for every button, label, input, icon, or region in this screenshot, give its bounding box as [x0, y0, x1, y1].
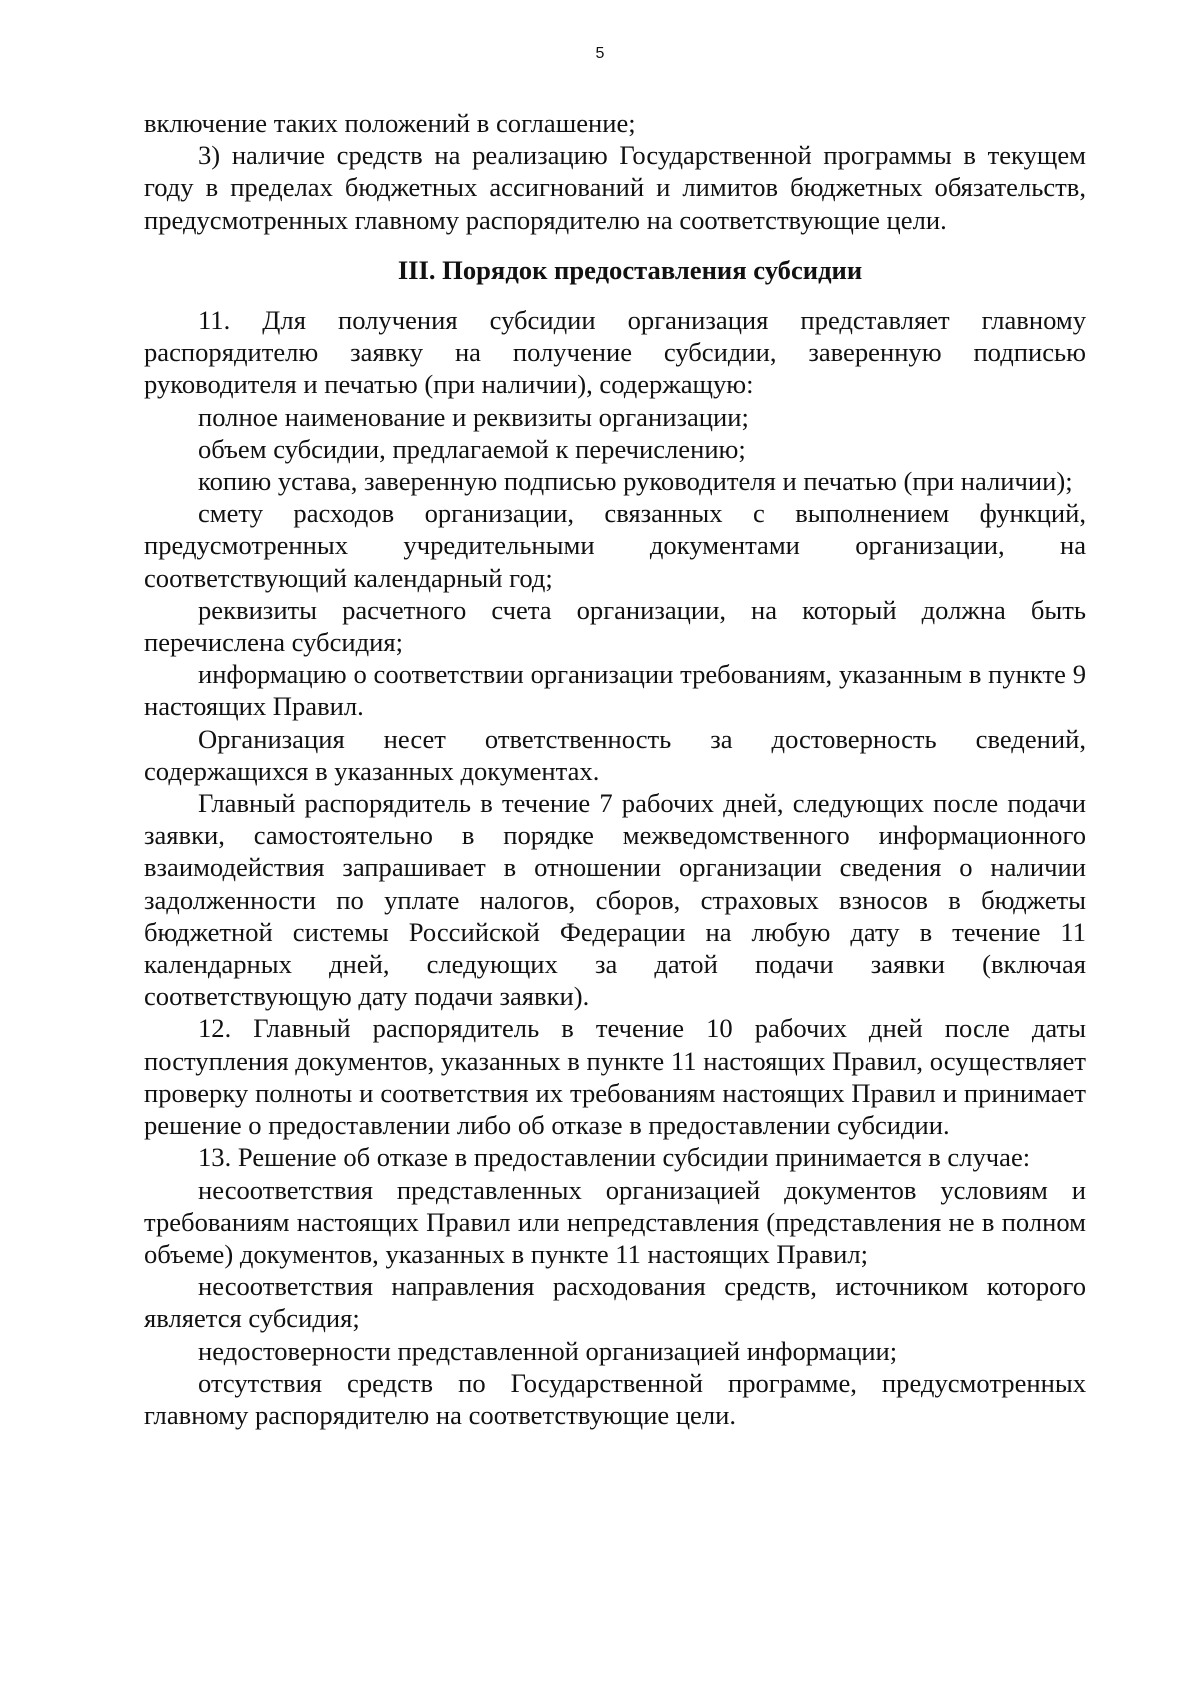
spacer [144, 286, 1086, 304]
paragraph: информацию о соответствии организации требованиям, указанным в пункте 9 настоящих Правил. [144, 659, 1086, 722]
page-number: 5 [595, 45, 605, 62]
paragraph: недостоверности представленной организацией информации; [198, 1335, 898, 1366]
paragraph: полное наименование и реквизиты организации; [198, 401, 749, 432]
paragraph: копию устава, заверенную подписью руководителя и печатью (при наличии); [198, 466, 1073, 497]
paragraph: несоответствия направления расходования средств, источником которого является субсидия; [144, 1271, 1086, 1334]
paragraph: 13. Решение об отказе в предоставлении субсидии принимается в случае: [198, 1142, 1031, 1173]
paragraph: объем субсидии, предлагаемой к перечислению; [198, 433, 746, 464]
document-body [144, 107, 1086, 1431]
section-heading: III. Порядок предоставления субсидии [397, 254, 863, 285]
paragraph: 3) наличие средств на реализацию Государственной программы в текущем году в пределах бюджетных ассигнований и лимитов бюджетных обязательств, предусмотренных главному распорядителю на соответствующие цели. [144, 140, 1086, 235]
paragraph: несоответствия представленных организацией документов условиям и требованиям настоящих Правил или непредставления (представления не в полном объеме) документов, указанных в пункте 11 настоящих Правил; [144, 1174, 1086, 1269]
paragraph: реквизиты расчетного счета организации, на который должна быть перечислена субсидия; [144, 594, 1086, 658]
paragraph: Организация несет ответственность за достоверность сведений, содержащихся в указанных документах. [144, 723, 1086, 786]
paragraph: отсутствия средств по Государственной программе, предусмотренных главному распорядителю на соответствующие цели. [144, 1367, 1086, 1430]
paragraph: смету расходов организации, связанных с выполнением функций, предусмотренных учредительными документами организации, на соответствующий календарный год; [144, 498, 1086, 593]
spacer [144, 236, 1086, 254]
paragraph: 11. Для получения субсидии организация представляет главному распорядителю заявку на получение субсидии, заверенную подписью руководителя и печатью (при наличии), содержащую: [144, 305, 1086, 400]
paragraph: 12. Главный распорядитель в течение 10 рабочих дней после даты поступления документов, указанных в пункте 11 настоящих Правил, осуществляет проверку полноты и соответствия их требованиям настоящих Правил и принимает решение о предоставлении либо об отказе в предоставлении субсидии. [144, 1013, 1086, 1141]
paragraph: включение таких положений в соглашение; [144, 108, 636, 138]
paragraph: Главный распорядитель в течение 7 рабочих дней, следующих после подачи заявки, самостоятельно в порядке межведомственного информационного взаимодействия запрашивает в отношении организации сведения о наличии задолженности по уплате налогов, сборов, страховых взносов в бюджеты бюджетной системы Российской Федерации на любую дату в течение 11 календарных дней, следующих за датой подачи заявки (включая соответствующую дату подачи заявки). [144, 788, 1086, 1012]
